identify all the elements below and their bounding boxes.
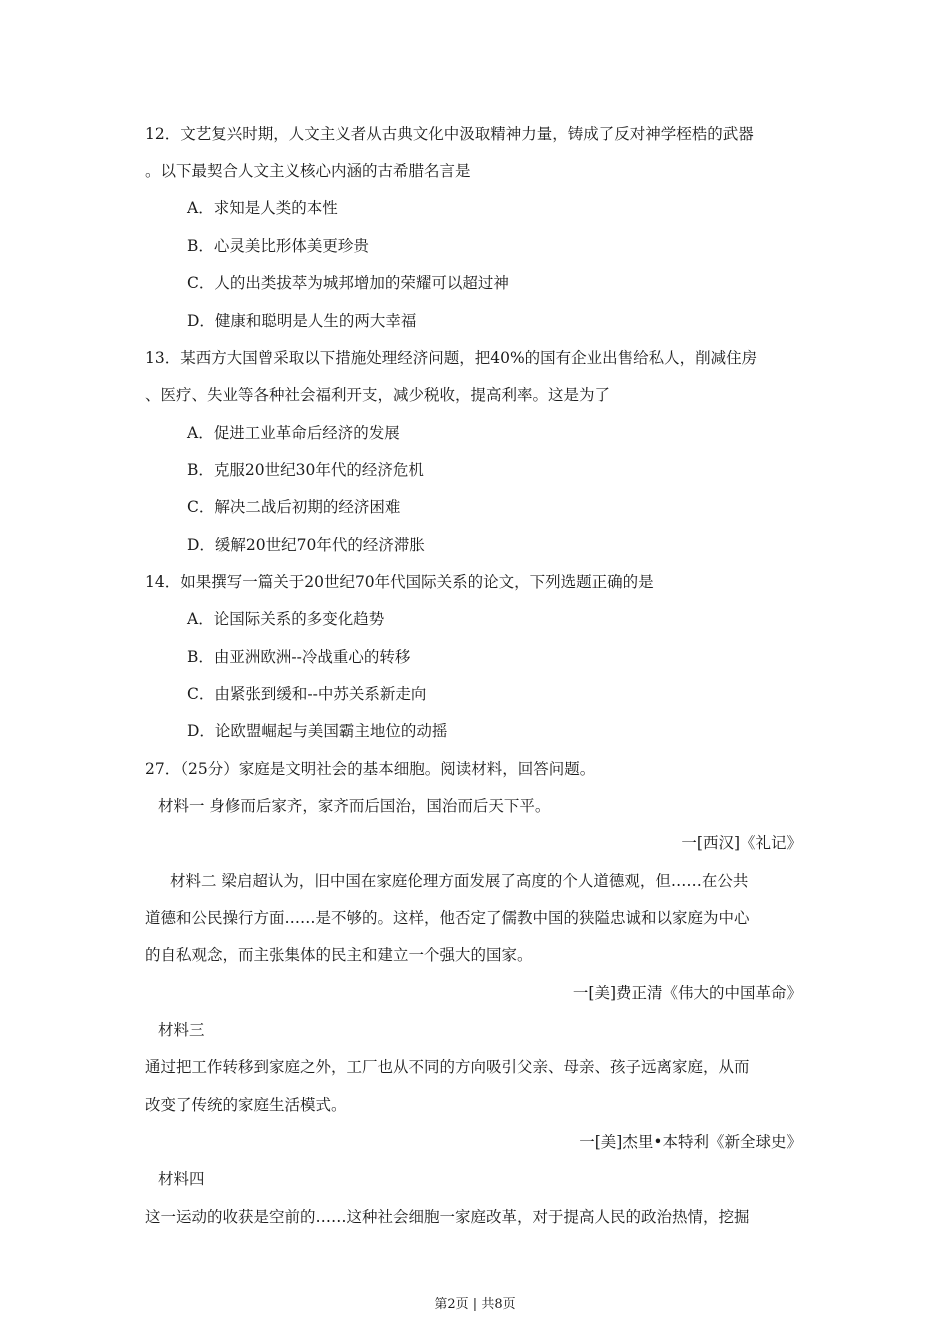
q27-material4-title: 材料四 bbox=[158, 1170, 205, 1188]
q27-material1: 材料一 身修而后家齐，家齐而后国治，国治而后天下平。 bbox=[158, 797, 551, 815]
q27-stem: 27．（25分）家庭是文明社会的基本细胞。阅读材料，回答问题。 bbox=[145, 760, 596, 778]
q27-material3-line1: 通过把工作转移到家庭之外，工厂也从不同的方向吸引父亲、母亲、孩子远离家庭，从而 bbox=[145, 1058, 750, 1076]
q12-option-d: D．健康和聪明是人生的两大幸福 bbox=[187, 312, 417, 330]
q27-material3-title: 材料三 bbox=[158, 1021, 205, 1039]
q27-material2-source: 一[美]费正清《伟大的中国革命》 bbox=[572, 984, 802, 1002]
q27-material4-line1: 这一运动的收获是空前的……这种社会细胞一家庭改革，对于提高人民的政治热情，挖掘 bbox=[145, 1208, 750, 1226]
q12-option-a: A．求知是人类的本性 bbox=[187, 199, 338, 217]
q27-material2-line1: 材料二 梁启超认为，旧中国在家庭伦理方面发展了高度的个人道德观，但……在公共 bbox=[170, 872, 749, 890]
q13-option-c: C．解决二战后初期的经济困难 bbox=[187, 498, 401, 516]
q13-stem-line2: 、医疗、失业等各种社会福利开支，减少税收，提高利率。这是为了 bbox=[145, 386, 611, 404]
q12-option-b: B．心灵美比形体美更珍贵 bbox=[187, 237, 369, 255]
q27-material1-source: 一[西汉]《礼记》 bbox=[681, 834, 802, 852]
q14-option-c: C．由紧张到缓和--中苏关系新走向 bbox=[187, 685, 427, 703]
q27-material3-line2: 改变了传统的家庭生活模式。 bbox=[145, 1096, 347, 1114]
q14-option-a: A．论国际关系的多变化趋势 bbox=[187, 610, 385, 628]
q14-option-b: B．由亚洲欧洲--冷战重心的转移 bbox=[187, 648, 411, 666]
q27-material2-line3: 的自私观念，而主张集体的民主和建立一个强大的国家。 bbox=[145, 946, 533, 964]
q13-option-d: D．缓解20世纪70年代的经济滞胀 bbox=[187, 536, 425, 554]
q13-option-b: B．克服20世纪30年代的经济危机 bbox=[187, 461, 424, 479]
q14-stem-line1: 14．如果撰写一篇关于20世纪70年代国际关系的论文，下列选题正确的是 bbox=[145, 573, 654, 591]
q13-option-a: A．促进工业革命后经济的发展 bbox=[187, 424, 400, 442]
q12-stem-line1: 12．文艺复兴时期，人文主义者从古典文化中汲取精神力量，铸成了反对神学桎梏的武器 bbox=[145, 125, 754, 143]
q13-stem-line1: 13．某西方大国曾采取以下措施处理经济问题，把40%的国有企业出售给私人，削减住房 bbox=[145, 349, 758, 367]
q27-material3-source: 一[美]杰里•本特利《新全球史》 bbox=[579, 1133, 802, 1151]
page-footer: 第2页 | 共8页 bbox=[434, 1297, 516, 1312]
q12-stem-line2: 。以下最契合人文主义核心内涵的古希腊名言是 bbox=[145, 162, 471, 180]
q14-option-d: D．论欧盟崛起与美国霸主地位的动摇 bbox=[187, 722, 448, 740]
q12-option-c: C．人的出类拔萃为城邦增加的荣耀可以超过神 bbox=[187, 274, 509, 292]
q27-material2-line2: 道德和公民操行方面……是不够的。这样，他否定了儒教中国的狭隘忠诚和以家庭为中心 bbox=[145, 909, 750, 927]
